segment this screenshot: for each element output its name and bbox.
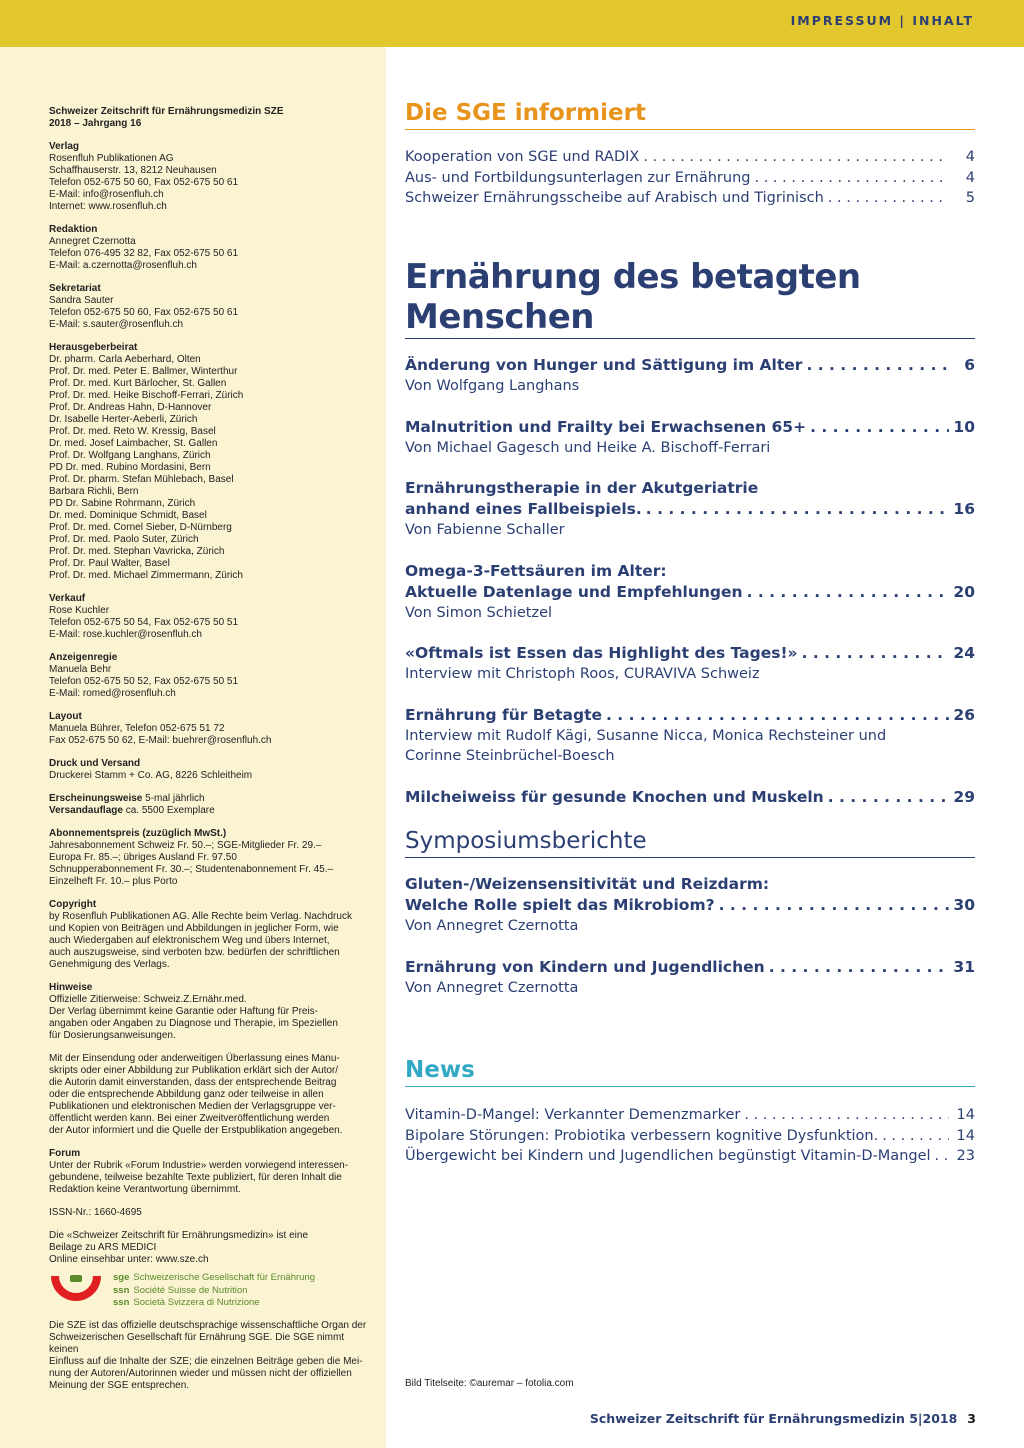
toc-entry-title: Welche Rolle spielt das Mikrobiom? — [405, 896, 715, 914]
impressum-line: Die SZE ist das offizielle deutschsprachige wissenschaftliche Organ der — [49, 1319, 367, 1331]
toc-entry — [405, 147, 975, 168]
toc-page-number: 24 — [953, 644, 975, 662]
toc-article-row — [405, 582, 975, 603]
toc-entry-title: Ernährung von Kindern und Jugendlichen — [405, 957, 765, 976]
impressum-block-title: Abonnementspreis (zuzüglich MwSt.) — [49, 828, 227, 839]
toc-article-byline: Interview mit Rudolf Kägi, Susanne Nicca, Monica Rechsteiner und — [405, 727, 887, 744]
impressum-line: Prof. Dr. med. Kurt Bärlocher, St. Gallen — [49, 378, 227, 389]
impressum-block — [49, 828, 374, 888]
impressum-line: Einzelheft Fr. 10.– plus Porto — [49, 876, 178, 887]
toc-section-news — [405, 1057, 975, 1167]
impressum-line: Prof. Dr. med. Heike Bischoff-Ferrari, Zürich — [49, 390, 244, 401]
toc-entry-title: Aus- und Fortbildungsunterlagen zur Ernährung — [405, 169, 751, 186]
sge-logo-icon — [49, 1272, 103, 1304]
impressum-blocks-2 — [49, 828, 374, 1042]
toc-article-byline: Von Wolfgang Langhans — [405, 378, 580, 394]
toc-page-number: 16 — [953, 500, 975, 518]
toc-article-title-line: Omega-3-Fettsäuren im Alter: — [405, 561, 667, 580]
impressum-line: Manuela Bührer, Telefon 052-675 51 72 — [49, 723, 225, 734]
impressum-line: Prof. Dr. Andreas Hahn, D-Hannover — [49, 402, 212, 413]
toc-article-row — [405, 499, 975, 520]
impressum-block — [49, 283, 374, 331]
impressum-block — [49, 593, 374, 641]
toc-page-number: 31 — [953, 957, 975, 976]
toc-page-number: 14 — [956, 1127, 975, 1144]
toc-leader-dots — [810, 417, 949, 438]
toc-entry — [405, 188, 975, 209]
impressum-line: skripts oder einer Abbildung zur Publikation erklärt sich der Autor/ — [49, 1065, 339, 1076]
impressum-line: Prof. Dr. pharm. Stefan Mühlebach, Basel — [49, 474, 234, 485]
impressum-block-title: Layout — [49, 711, 82, 722]
impressum-block-title: Druck und Versand — [49, 758, 141, 769]
impressum-line: Prof. Dr. Wolfgang Langhans, Zürich — [49, 450, 211, 461]
impressum-line: Prof. Dr. med. Paolo Suter, Zürich — [49, 534, 199, 545]
toc-article — [405, 643, 975, 685]
toc-leader-dots — [935, 1146, 949, 1167]
toc-page-number: 6 — [964, 356, 975, 374]
toc-article-byline: Von Annegret Czernotta — [405, 918, 579, 934]
toc-article-row — [405, 895, 975, 916]
toc-leader-dots — [802, 643, 949, 664]
impressum-intro-line: Schweizer Zeitschrift für Ernährungsmedizin SZE — [49, 106, 284, 117]
toc-article-byline: Von Fabienne Schaller — [405, 522, 565, 538]
impressum-line: Dr. pharm. Carla Aeberhard, Olten — [49, 354, 201, 365]
logo-org-name: Società Svizzera di Nutrizione — [133, 1297, 260, 1308]
toc-article-title-line: Ernährungstherapie in der Akutgeriatrie — [405, 479, 759, 497]
toc-article — [405, 705, 975, 767]
impressum-line: Die «Schweizer Zeitschrift für Ernährungsmedizin» ist eine — [49, 1230, 308, 1241]
section-title-sge: Die SGE informiert — [405, 100, 975, 130]
impressum-block-title: Sekretariat — [49, 283, 101, 294]
impressum-line: Fax 052-675 50 62, E-Mail: buehrer@rosenfluh.ch — [49, 735, 272, 746]
impressum-block — [49, 652, 374, 700]
toc-entry-title: anhand eines Fallbeispiels. — [405, 500, 642, 518]
toc-article-byline: Von Simon Schietzel — [405, 604, 553, 621]
toc-page-number: 10 — [953, 417, 975, 436]
impressum-line: auch auszugsweise, sind verboten bzw. bedürfen der schriftlichen — [49, 947, 340, 958]
impressum-block — [49, 899, 374, 971]
impressum-line: nung der Autoren/Autorinnen wieder und müssen nicht der offiziellen — [49, 1367, 352, 1379]
toc-page-number: 4 — [965, 169, 975, 186]
toc-article — [405, 874, 975, 937]
footer-journal: Schweizer Zeitschrift für Ernährungsmedizin 5|2018 — [589, 1411, 958, 1426]
impressum-line: Einfluss auf die Inhalte der SZE; die einzelnen Beiträge geben die Mei- — [49, 1355, 363, 1367]
toc-entry-title: Milcheiweiss für gesunde Knochen und Muskeln — [405, 787, 824, 806]
impressum-line: Offizielle Zitierweise: Schweiz.Z.Ernähr.med. — [49, 994, 247, 1005]
impressum-block-title: Hinweise — [49, 982, 93, 993]
header-bar — [0, 0, 1024, 47]
toc-entry-title: Aktuelle Datenlage und Empfehlungen — [405, 582, 743, 601]
impressum-line: auch Wiedergaben auf elektronischem Weg und übers Internet, — [49, 935, 330, 946]
impressum-line: öffentlicht werden kann. Bei einer Zweitveröffentlichung werden — [49, 1113, 330, 1124]
forum-title: Forum — [49, 1148, 81, 1159]
impressum-closing — [49, 1320, 374, 1392]
toc-page-number: 4 — [965, 149, 975, 165]
logo-org-abbr: ssn — [113, 1284, 130, 1296]
impressum-line: Prof. Dr. Paul Walter, Basel — [49, 558, 170, 569]
impressum-line: Rosenfluh Publikationen AG — [49, 153, 174, 164]
toc-entry — [405, 1146, 975, 1167]
section-title-symp: Symposiumsberichte — [405, 828, 975, 858]
impressum-line: E-Mail: rose.kuchler@rosenfluh.ch — [49, 629, 202, 640]
sge-items — [405, 147, 975, 209]
impressum-block — [49, 982, 374, 1042]
impressum — [49, 106, 374, 1403]
toc-article — [405, 417, 975, 459]
logo-org-line — [113, 1297, 315, 1310]
toc-leader-dots — [747, 582, 949, 603]
logo-org-abbr: ssn — [113, 1297, 130, 1308]
impressum-line: Beilage zu ARS MEDICI — [49, 1242, 157, 1253]
sge-logo-orgs — [113, 1272, 315, 1310]
impressum-line: Telefon 052-675 50 60, Fax 052-675 50 61 — [49, 177, 239, 188]
toc-entry-title: Übergewicht bei Kindern und Jugendlichen begünstigt Vitamin-D-Mangel — [405, 1148, 931, 1164]
impressum-line: für Dosierungsanweisungen. — [49, 1030, 176, 1041]
impressum-line: E-Mail: romed@rosenfluh.ch — [49, 688, 176, 699]
impressum-line: Telefon 052-675 50 54, Fax 052-675 50 51 — [49, 617, 239, 628]
impressum-line: Annegret Czernotta — [49, 236, 136, 247]
impressum-block-title: Verkauf — [49, 593, 86, 604]
toc-entry-title: Bipolare Störungen: Probiotika verbessern kognitive Dysfunktion. — [405, 1127, 879, 1144]
logo-org-abbr: sge — [113, 1272, 130, 1283]
impressum-line: E-Mail: a.czernotta@rosenfluh.ch — [49, 260, 197, 271]
page-footer — [590, 1411, 976, 1426]
toc-page-number: 23 — [956, 1148, 975, 1164]
toc-article-row — [405, 705, 975, 726]
main-items — [405, 355, 975, 808]
toc-leader-dots — [882, 1126, 949, 1147]
toc-article-byline: Von Annegret Czernotta — [405, 979, 579, 996]
toc-leader-dots — [719, 895, 949, 916]
impressum-line: Online einsehbar unter: www.sze.ch — [49, 1254, 209, 1265]
impressum-line: der Autor informiert und die Quelle der Erstpublikation angegeben. — [49, 1125, 343, 1136]
toc-article — [405, 787, 975, 808]
toc-page-number: 5 — [965, 190, 975, 206]
toc-page-number: 30 — [953, 896, 975, 914]
impressum-line: die Autorin damit einverstanden, dass der entsprechende Beitrag — [49, 1077, 337, 1088]
impressum-block-title: Verlag — [49, 141, 80, 152]
impressum-intro-line: 2018 – Jahrgang 16 — [49, 118, 142, 129]
image-credit: Bild Titelseite: ©auremar – fotolia.com — [405, 1378, 574, 1389]
impressum-line: Jahresabonnement Schweiz Fr. 50.–; SGE-Mitglieder Fr. 29.– — [49, 840, 322, 851]
impressum-line: Prof. Dr. med. Cornel Sieber, D-Nürnberg — [49, 522, 232, 533]
toc-article-byline: Von Michael Gagesch und Heike A. Bischoff-Ferrari — [405, 439, 771, 456]
toc-page-number: 20 — [953, 582, 975, 601]
page-number: 3 — [967, 1411, 976, 1426]
toc-section-sge — [405, 100, 975, 209]
toc-leader-dots — [828, 188, 949, 209]
impressum-line: Publikationen und elektronischen Medien der Verlagsgruppe ver- — [49, 1101, 336, 1112]
logo-org-line — [113, 1272, 315, 1285]
impressum-block — [49, 342, 374, 582]
impressum-line: Dr. med. Josef Laimbacher, St. Gallen — [49, 438, 218, 449]
toc-section-main — [405, 257, 975, 828]
impressum-line: Genehmigung des Verlags. — [49, 959, 170, 970]
impressum-block — [49, 758, 374, 782]
toc-entry — [405, 1105, 975, 1126]
impressum-line: Dr. Isabelle Herter-Aeberli, Zürich — [49, 414, 198, 425]
toc-article-row — [405, 957, 975, 978]
toc-article-byline: Corinne Steinbrüchel-Boesch — [405, 748, 615, 764]
toc-article-row — [405, 417, 975, 438]
impressum-block-title: Copyright — [49, 899, 97, 910]
impressum-line: Telefon 052-675 50 52, Fax 052-675 50 51 — [49, 676, 239, 687]
toc-article-row — [405, 643, 975, 664]
toc-entry-title: «Oftmals ist Essen das Highlight des Tages!» — [405, 644, 798, 662]
impressum-line: by Rosenfluh Publikationen AG. Alle Rechte beim Verlag. Nachdruck — [49, 911, 352, 922]
toc-page-number: 14 — [956, 1107, 975, 1123]
impressum-line: Telefon 076-495 32 82, Fax 052-675 50 61 — [49, 248, 239, 259]
impressum-einsendung — [49, 1053, 374, 1137]
toc-article — [405, 561, 975, 624]
impressum-line: Redaktion keine Verantwortung übernimmt. — [49, 1184, 241, 1195]
impressum-erscheinung: Erscheinungsweise 5-mal jährlich Versandauflage ca. 5500 Exemplare — [49, 793, 215, 816]
logo-org-name: Société Suisse de Nutrition — [133, 1284, 248, 1296]
toc-section-symp — [405, 828, 975, 1018]
toc-page-number: 29 — [953, 787, 975, 806]
impressum-line: Meinung der SGE entsprechen. — [49, 1379, 190, 1391]
impressum-line: gebundene, teilweise bezahlte Texte publiziert, für deren Inhalt die — [49, 1172, 342, 1183]
toc-entry — [405, 1126, 975, 1147]
toc-entry-title: Kooperation von SGE und RADIX — [405, 149, 640, 165]
impressum-line: Rose Kuchler — [49, 605, 110, 616]
impressum-beilage — [49, 1230, 374, 1266]
toc-entry-title: Änderung von Hunger und Sättigung im Alter — [405, 356, 803, 374]
issn: ISSN-Nr.: 1660-4695 — [49, 1207, 142, 1218]
logo-org-line — [113, 1285, 315, 1298]
impressum-line: Prof. Dr. med. Peter E. Ballmer, Winterthur — [49, 366, 238, 377]
impressum-block-title: Herausgeberbeirat — [49, 342, 138, 353]
toc-article — [405, 355, 975, 397]
impressum-line: Druckerei Stamm + Co. AG, 8226 Schleitheim — [49, 770, 253, 781]
toc-leader-dots — [643, 147, 949, 168]
impressum-line: PD Dr. Sabine Rohrmann, Zürich — [49, 498, 196, 509]
toc-article — [405, 957, 975, 999]
impressum-line: E-Mail: s.sauter@rosenfluh.ch — [49, 319, 184, 330]
toc-entry — [405, 168, 975, 189]
impressum-line: und Kopien von Beiträgen und Abbildungen in jeglicher Form, wie — [49, 923, 339, 934]
toc-article-byline: Interview mit Christoph Roos, CURAVIVA Schweiz — [405, 666, 760, 682]
impressum-line: Telefon 052-675 50 60, Fax 052-675 50 61 — [49, 307, 239, 318]
toc-entry-title: Malnutrition und Frailty bei Erwachsenen 65+ — [405, 417, 807, 436]
impressum-line: E-Mail: info@rosenfluh.ch — [49, 189, 164, 200]
impressum-line: Prof. Dr. med. Reto W. Kressig, Basel — [49, 426, 216, 437]
toc-page-number: 26 — [953, 705, 975, 724]
impressum-line: Mit der Einsendung oder anderweitigen Überlassung eines Manu- — [49, 1053, 340, 1064]
toc-leader-dots — [828, 787, 949, 808]
symp-items — [405, 874, 975, 998]
impressum-line: Schaffhauserstr. 13, 8212 Neuhausen — [49, 165, 217, 176]
toc-leader-dots — [606, 705, 949, 726]
impressum-line: Der Verlag übernimmt keine Garantie oder Haftung für Preis- — [49, 1006, 319, 1017]
impressum-line: Prof. Dr. med. Michael Zimmermann, Zürich — [49, 570, 243, 581]
section-title-news: News — [405, 1057, 975, 1087]
impressum-line: Schweizerischen Gesellschaft für Ernährung SGE. Die SGE nimmt keinen — [49, 1331, 345, 1355]
toc-entry-title: Vitamin-D-Mangel: Verkannter Demenzmarker — [405, 1107, 741, 1123]
toc-article-row — [405, 355, 975, 376]
impressum-block-title: Anzeigenregie — [49, 652, 118, 663]
impressum-block — [49, 141, 374, 213]
impressum-line: Schnupperabonnement Fr. 30.–; Studentenabonnement Fr. 45.– — [49, 864, 334, 875]
impressum-line: Sandra Sauter — [49, 295, 114, 306]
impressum-blocks — [49, 141, 374, 782]
impressum-line: Manuela Behr — [49, 664, 112, 675]
impressum-line: Prof. Dr. med. Stephan Vavricka, Zürich — [49, 546, 225, 557]
toc-leader-dots — [646, 499, 949, 520]
impressum-line: Unter der Rubrik «Forum Industrie» werden vorwiegend interessen- — [49, 1160, 349, 1171]
toc-article-row — [405, 787, 975, 808]
impressum-block-title: Redaktion — [49, 224, 98, 235]
impressum-line: angaben oder Angaben zu Diagnose und Therapie, im Speziellen — [49, 1018, 338, 1029]
impressum-line: Europa Fr. 85.–; übriges Ausland Fr. 97.50 — [49, 852, 237, 863]
sge-logo — [49, 1272, 374, 1310]
toc-leader-dots — [806, 355, 949, 376]
toc-leader-dots — [769, 957, 949, 978]
toc-entry-title: Ernährung für Betagte — [405, 705, 602, 724]
toc-leader-dots — [744, 1105, 949, 1126]
impressum-block — [49, 711, 374, 747]
toc-entry-title: Schweizer Ernährungsscheibe auf Arabisch und Tigrinisch — [405, 190, 824, 206]
section-title-main: Ernährung des betagten Menschen — [405, 257, 975, 339]
impressum-forum — [49, 1148, 374, 1196]
toc-article-title-line: Gluten-/Weizensensitivität und Reizdarm: — [405, 875, 770, 893]
toc-leader-dots — [754, 168, 949, 189]
toc-article — [405, 478, 975, 541]
impressum-line: PD Dr. med. Rubino Mordasini, Bern — [49, 462, 211, 473]
impressum-intro — [49, 106, 374, 130]
impressum-block — [49, 224, 374, 272]
impressum-line: oder die entsprechende Abbildung ganz oder teilweise in allen — [49, 1089, 324, 1100]
logo-org-name: Schweizerische Gesellschaft für Ernährung — [133, 1272, 316, 1283]
news-items — [405, 1105, 975, 1167]
impressum-line: Dr. med. Dominique Schmidt, Basel — [49, 510, 207, 521]
impressum-line: Barbara Richli, Bern — [49, 486, 139, 497]
impressum-line: Internet: www.rosenfluh.ch — [49, 201, 167, 212]
section-header: IMPRESSUM | INHALT — [790, 13, 974, 28]
